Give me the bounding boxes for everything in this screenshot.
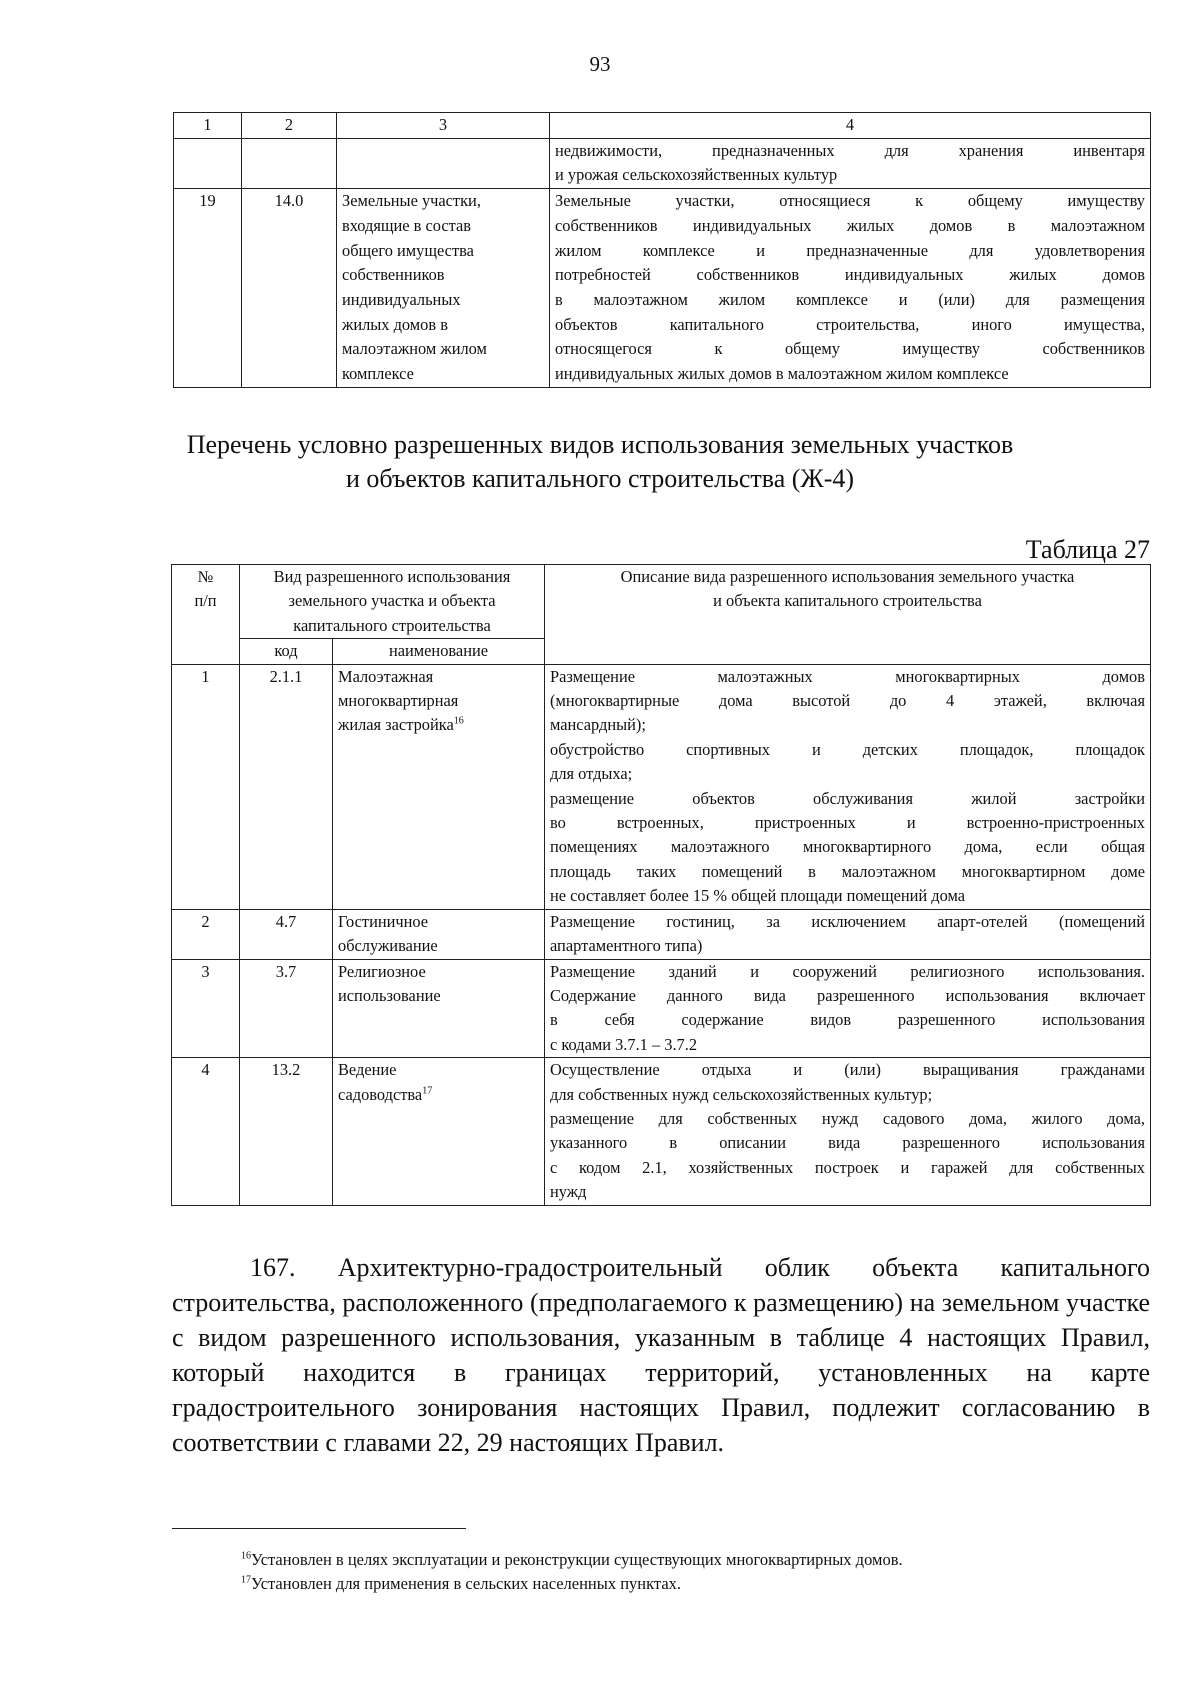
row-name: Ведение садоводства$^{17}$ — [333, 1058, 545, 1205]
footnote: $^{17}$Установлен для применения в сельских населенных пунктах. — [241, 1574, 682, 1593]
table-row — [172, 664, 1151, 909]
footnote-ref: 16 — [453, 715, 464, 727]
table-row — [172, 909, 1151, 959]
row-name: Малоэтажная многоквартирная жилая застройка$^{16}$ — [333, 664, 545, 909]
row-name — [337, 189, 550, 388]
section-heading — [0, 428, 1200, 496]
row-description: Размещение малоэтажных многоквартирных домов (многоквартирные дома высотой до 4 этажей, включая мансардный); обустройство спортивных и детских площадок, площадок для отдыха; размещение объектов обслуживания жилой застройки во встроенных, пристроенных и встроенно-пристроенных помещениях малоэтажного многоквартирного дома, если общая площадь таких помещений в малоэтажном многоквартирном доме не составляет более 15 % общей площади помещений дома — [545, 664, 1151, 909]
row-description: Размещение гостиниц, за исключением апарт-отелей (помещений апартаментного типа) — [545, 909, 1151, 959]
row-description: Размещение зданий и сооружений религиозного использования. Содержание данного вида разрешенного использования включает в себя содержание видов разрешенного использования с кодами 3.7.1 – 3.7.2 — [545, 959, 1151, 1058]
table-row — [174, 189, 1151, 388]
heading-line: и объектов капитального строительства (Ж-4) — [345, 464, 855, 493]
header-code: код — [240, 639, 333, 664]
continuation-table — [173, 112, 1151, 388]
text-line: индивидуальных — [342, 289, 461, 309]
text-line: собственников индивидуальных жилых домов в малоэтажном — [555, 215, 1145, 235]
body-paragraph — [172, 1250, 1150, 1460]
row-name: Гостиничное обслуживание — [333, 909, 545, 959]
table-header-row — [174, 113, 1151, 139]
text-line: собственников — [342, 265, 445, 285]
table-row — [172, 1058, 1151, 1205]
table-header-row — [172, 565, 1151, 639]
column-number-1: 1 — [174, 113, 242, 139]
column-number-4: 4 — [550, 113, 1151, 139]
row-number: 19 — [174, 189, 242, 388]
table-row — [174, 138, 1151, 188]
text-line: малоэтажном жилом — [342, 339, 487, 359]
header-description: Описание вида разрешенного использования земельного участка и объекта капитального строительства — [545, 565, 1151, 665]
row-number: 2 — [172, 909, 240, 959]
row-number: 1 — [172, 664, 240, 909]
footnotes — [241, 1548, 903, 1596]
row-code: 13.2 — [240, 1058, 333, 1205]
header-number: № п/п — [172, 565, 240, 665]
column-number-2: 2 — [242, 113, 337, 139]
text-line: и урожая сельскохозяйственных культур — [555, 165, 838, 185]
row-number: 4 — [172, 1058, 240, 1205]
footnote-ref: 17 — [422, 1085, 433, 1097]
row-code: 2.1.1 — [240, 664, 333, 909]
text-line: относящегося к общему имуществу собственников — [555, 339, 1145, 359]
footnote-separator — [172, 1528, 466, 1529]
permitted-uses-table — [171, 564, 1151, 1206]
row-name: Религиозное использование — [333, 959, 545, 1058]
header-name: наименование — [333, 639, 545, 664]
row-description: Осуществление отдыха и (или) выращивания гражданами для собственных нужд сельскохозяйственных культур; размещение для собственных нужд садового дома, жилого дома, указанного в описании вида разрешенного использования с кодом 2.1, хозяйственных построек и гаражей для собственных нужд — [545, 1058, 1151, 1205]
row-number: 3 — [172, 959, 240, 1058]
paragraph-text: 167. Архитектурно-градостроительный облик объекта капитального строительства, расположенного (предполагаемого к размещению) на земельном участке с видом разрешенного использования, указанным в таблице 4 настоящих Правил, который находится в границах территорий, установленных на карте градостроительного зонирования настоящих Правил, подлежит согласованию в соответствии с главами 22, 29 настоящих Правил. — [172, 1253, 1150, 1457]
text-line: общего имущества — [342, 240, 474, 260]
row-code: 3.7 — [240, 959, 333, 1058]
text-line: входящие в состав — [342, 215, 472, 235]
continuation-text — [550, 138, 1151, 188]
text-line: объектов капитального строительства, иного имущества, — [555, 314, 1145, 334]
text-line: комплексе — [342, 364, 414, 384]
heading-line: Перечень условно разрешенных видов использования земельных участков — [186, 430, 1014, 459]
column-number-3: 3 — [337, 113, 550, 139]
footnote: $^{16}$Установлен в целях эксплуатации и реконструкции существующих многоквартирных домов. — [241, 1550, 903, 1569]
text-line: жилом комплексе и предназначенные для удовлетворения — [555, 240, 1145, 260]
text-line: Земельные участки, — [342, 191, 481, 211]
row-code: 14.0 — [242, 189, 337, 388]
header-kind: Вид разрешенного использования земельного участка и объекта капитального строительства — [240, 565, 545, 639]
text-line: в малоэтажном жилом комплексе и (или) для размещения — [555, 289, 1145, 309]
text-line: Земельные участки, относящиеся к общему имуществу — [555, 191, 1145, 211]
text-line: недвижимости, предназначенных для хранения инвентаря — [555, 140, 1145, 160]
text-line: жилых домов в — [342, 314, 448, 334]
text-line: потребностей собственников индивидуальных жилых домов — [555, 265, 1145, 285]
row-description — [550, 189, 1151, 388]
text-line: индивидуальных жилых домов в малоэтажном жилом комплексе — [555, 364, 1009, 384]
row-code: 4.7 — [240, 909, 333, 959]
table-row — [172, 959, 1151, 1058]
page-number: 93 — [589, 52, 611, 76]
table-caption: Таблица 27 — [1025, 535, 1150, 564]
